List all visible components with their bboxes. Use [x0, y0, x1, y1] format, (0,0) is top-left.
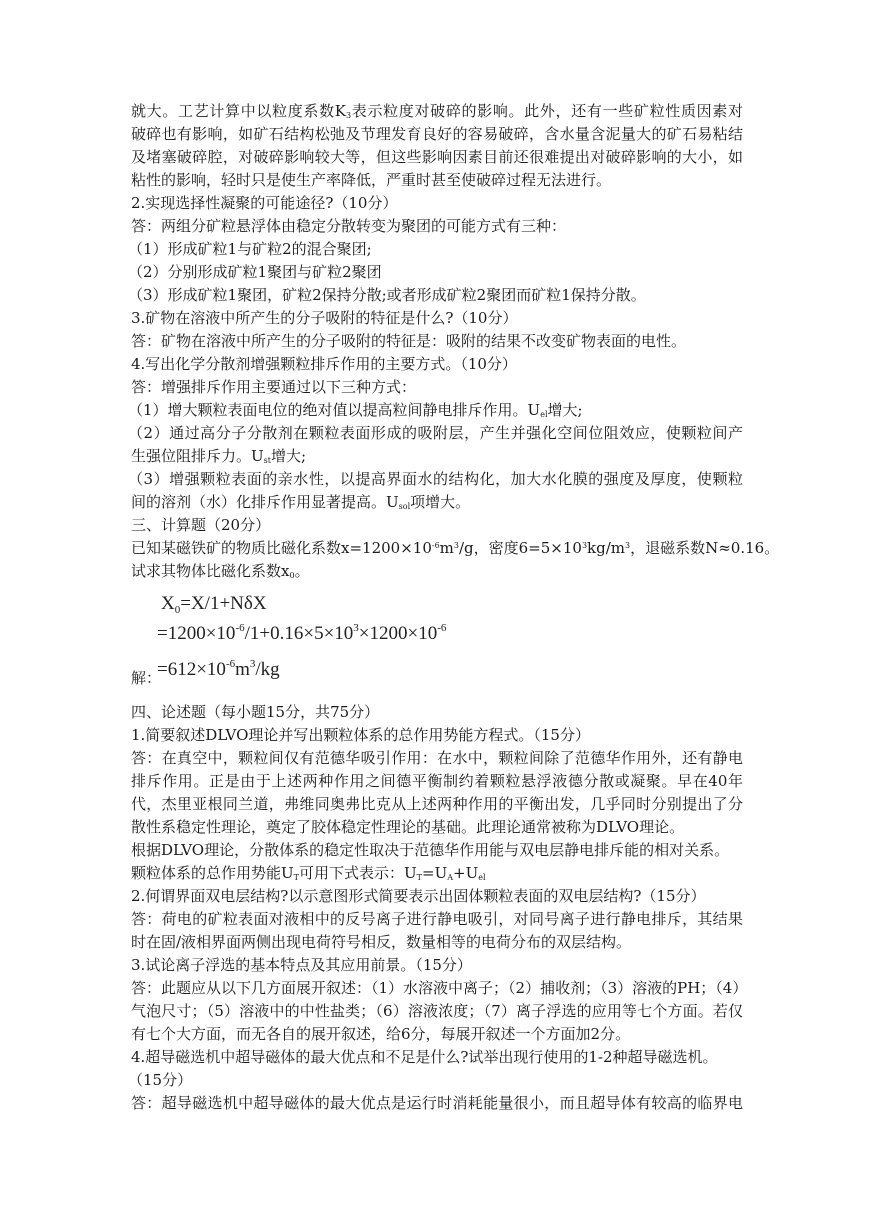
essay-question-4-points: （15分） [128, 1071, 193, 1089]
formula-line-1: $X_0=X/1+N\delta X$ [161, 593, 267, 616]
answer-4-item-2: （2）通过高分子分散剂在颗粒表面形成的吸附层，产生并强化空间位阻效应，使颗粒间产 [128, 424, 743, 442]
essay-answer-1-line: 散性系稳定性理论，奠定了胶体稳定性理论的基础。此理论通常被称为DLVO理论。 [131, 818, 685, 836]
essay-answer-3-line: 有七个大方面，而无各自的展开叙述，给6分，每展开叙述一个方面加2分。 [131, 1025, 631, 1043]
answer-4-item-2-cont: 生强位阻排斥力。$U_{st}$增大; [131, 447, 307, 465]
document-body [128, 100, 780, 1115]
answer-4-item-3-cont: 间的溶剂（水）化排斥作用显著提高。$U_{sol}$项增大。 [131, 493, 471, 511]
paragraph-line: 破碎也有影响，如矿石结构松弛及节理发育良好的容易破碎，含水量含泥量大的矿石易粘结 [131, 125, 743, 143]
answer-2-item-2: （2）分别形成矿粒1聚团与矿粒2聚团 [128, 263, 382, 281]
answer-4: 答：增强排斥作用主要通过以下三种方式： [131, 378, 417, 396]
calc-problem-line-2: 试求其物体比磁化系数$x_0$。 [131, 562, 310, 580]
question-4: 4.写出化学分散剂增强颗粒排斥作用的主要方式。（10分） [131, 355, 517, 373]
essay-answer-3-line: 气泡尺寸；（5）溶液中的中性盐类；（6）溶液浓度；（7）离子浮选的应用等七个方面。若仅 [131, 1002, 743, 1020]
answer-3: 答：矿物在溶液中所产生的分子吸附的特征是：吸附的结果不改变矿物表面的电性。 [131, 332, 687, 350]
essay-answer-3-line: 答：此题应从以下几方面展开叙述：（1）水溶液中离子；（2）捕收剂；（3）溶液的PH；（4） [131, 979, 748, 997]
essay-answer-1-line: 排斥作用。正是由于上述两种作用之间德平衡制约着颗粒悬浮液德分散或凝聚。早在40年 [131, 772, 743, 790]
section-4-heading: 四、论述题（每小题15分，共75分） [131, 703, 380, 721]
essay-answer-1-line: 代，杰里亚根同兰道，弗维同奥弗比克从上述两种作用的平衡出发，几乎同时分别提出了分 [131, 795, 743, 813]
paragraph-line: 粘性的影响，轻时只是使生产率降低，严重时甚至使破碎过程无法进行。 [131, 171, 612, 189]
calc-problem-line-1: 已知某磁铁矿的物质比磁化系数$x=1200\times 10^{-6}m^3/g$，密度$6=5\times 10^3kg/m^3$，退磁系数N≈0.16。 [131, 539, 780, 557]
answer-2: 答：两组分矿粒悬浮体由稳定分散转变为聚团的可能方式有三种： [131, 217, 567, 235]
paragraph-line: 及堵塞破碎腔，对破碎影响较大等，但这些影响因素目前还很难提出对破碎影响的大小，如 [131, 148, 743, 166]
essay-answer-1-line: 答：在真空中，颗粒间仅有范德华吸引作用：在水中，颗粒间除了范德华作用外，还有静电 [131, 749, 743, 767]
essay-question-3: 3.试论离子浮选的基本特点及其应用前景。（15分） [131, 956, 472, 974]
essay-answer-2-line: 时在固/液相界面两侧出现电荷符号相反，数量相等的电荷分布的双层结构。 [131, 933, 632, 951]
question-3: 3.矿物在溶液中所产生的分子吸附的特征是什么?（10分） [131, 309, 518, 327]
answer-2-item-1: （1）形成矿粒1与矿粒2的混合聚团; [128, 240, 372, 258]
paragraph-line: 就大。工艺计算中以粒度系数$K_3$表示粒度对破碎的影响。此外，还有一些矿粒性质因素对 [131, 102, 743, 120]
solution-label: 解： [131, 669, 162, 687]
essay-answer-4-line: 答：超导磁选机中超导磁体的最大优点是运行时消耗能量很小，而且超导体有较高的临界电 [131, 1094, 743, 1112]
essay-question-1: 1.简要叙述DLVO理论并写出颗粒体系的总作用势能方程式。（15分） [131, 726, 590, 744]
essay-answer-1-line: 根据DLVO理论，分散体系的稳定性取决于范德华作用能与双电层静电排斥能的相对关系。 [131, 841, 730, 859]
answer-4-item-3: （3）增强颗粒表面的亲水性，以提高界面水的结构化，加大水化膜的强度及厚度，使颗粒 [128, 470, 743, 488]
question-2: 2.实现选择性凝聚的可能途径?（10分） [131, 194, 398, 212]
answer-2-item-3: （3）形成矿粒1聚团，矿粒2保持分散;或者形成矿粒2聚团而矿粒1保持分散。 [128, 286, 646, 304]
essay-answer-1-equation: 颗粒体系的总作用势能$U_T$可用下式表示：$U_T=U_A+U_{el}$ [131, 864, 486, 882]
formula-line-3: $=612\times 10^{-6}m^3/kg$ [157, 658, 280, 680]
section-3-heading: 三、计算题（20分） [131, 516, 271, 534]
formula-line-2: $=1200\times 10^{-6}/1+0.16\times 5\times 10^3\times 1200\times 10^{-6}$ [157, 622, 447, 644]
essay-question-4: 4.超导磁选机中超导磁体的最大优点和不足是什么?试举出现行使用的1-2种超导磁选机。 [131, 1048, 718, 1066]
essay-answer-2-line: 答：荷电的矿粒表面对液相中的反号离子进行静电吸引，对同号离子进行静电排斥，其结果 [131, 910, 743, 928]
solution-formula [131, 593, 743, 699]
essay-question-2: 2.何谓界面双电层结构?以示意图形式简要表示出固体颗粒表面的双电层结构?（15分） [131, 887, 706, 905]
answer-4-item-1: （1）增大颗粒表面电位的绝对值以提高粒间静电排斥作用。$U_{el}$增大; [128, 401, 583, 419]
